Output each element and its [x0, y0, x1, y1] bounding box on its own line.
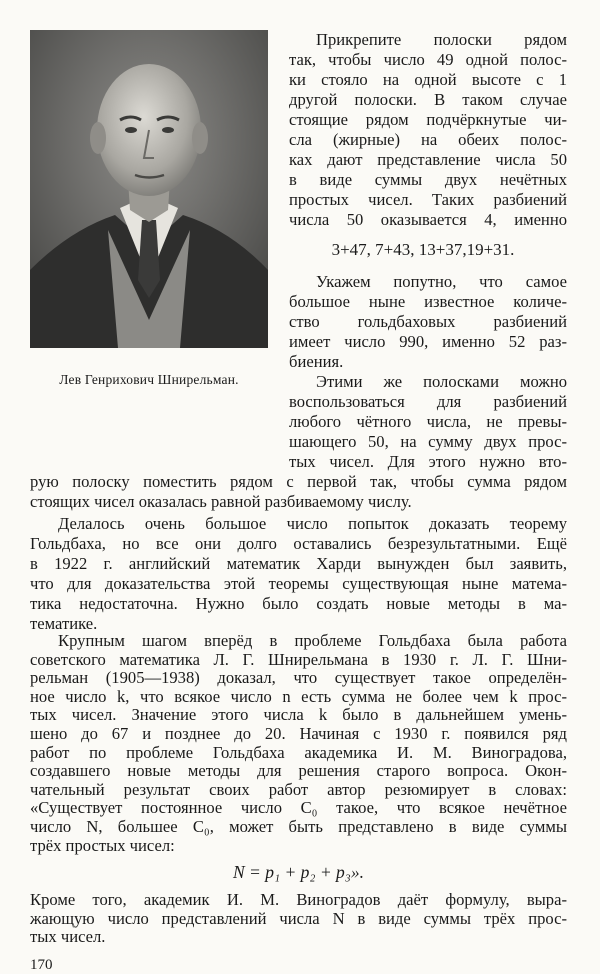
text-line: создавшего новые методы для решения старого вопроса. Окон- — [30, 761, 567, 781]
text-line: стоящих чисел оказалась равной разбиваемому числу. — [30, 492, 412, 511]
text-line: ное число k, что всякое число n есть сумма не более чем k прос- — [30, 686, 567, 706]
portrait-photo — [30, 30, 268, 348]
text-line: тых чисел. — [30, 927, 106, 947]
text-line: числа 50 оказывается 4, именно — [289, 210, 567, 229]
text-line: в 1922 г. английский математик Харди вынужден был заявить, — [30, 554, 567, 573]
text-line: Делалось очень большое число попыток доказать теорему — [58, 514, 567, 533]
text-line: ки стояло на одной высоте с 1 — [289, 70, 567, 89]
text-line: ках дают представление числа 50 — [289, 150, 567, 169]
text-line: что для доказательства этой теоремы существующая ныне матема- — [30, 574, 567, 593]
text-line: Кроме того, академик И. М. Виноградов даёт формулу, выра- — [30, 890, 567, 910]
text-line: тых чисел. Значение этого числа k было в дальнейшем умень- — [30, 705, 567, 725]
text-line: шено до 67 и позднее до 20. Начиная с 1930 г. появился ряд — [30, 724, 567, 743]
text-line: Прикрепите полоски рядом — [316, 30, 567, 49]
text-line: чательный результат своих работ автор резюмирует в словах: — [30, 779, 567, 799]
text-line: шающего 50, на сумму двух прос- — [289, 432, 567, 451]
text-line: тематике. — [30, 614, 98, 633]
text-line: в виде суммы двух нечётных — [289, 170, 567, 189]
text-line: работ по проблеме Гольдбаха академика И. М. Виноградова, — [30, 742, 567, 762]
text-line: жающую число представлений числа N в виде суммы трёх прос- — [30, 908, 567, 928]
text-line: число N, большее C₀, может быть представлено в виде суммы — [30, 817, 567, 836]
text-line: ство гольдбаховых разбиений — [289, 312, 567, 331]
main-formula: N = p₁ + p₂ + p₃». — [233, 862, 364, 883]
text-line: большое ныне известное количе- — [289, 292, 567, 311]
text-line: советского математика Л. Г. Шнирельмана в 1930 г. Л. Г. Шни- — [30, 649, 567, 669]
text-line: «Существует постоянное число C₀ такое, что всякое нечётное — [30, 798, 567, 818]
text-line: Этими же полосками можно — [316, 372, 567, 391]
text-line: воспользоваться для разбиений — [289, 392, 567, 411]
sum-formula: 3+47, 7+43, 13+37,19+31. — [331, 240, 515, 259]
text-line: другой полоски. В таком случае — [289, 90, 567, 109]
text-line: биения. — [289, 352, 344, 371]
text-line: так, чтобы число 49 одной полос- — [289, 50, 567, 69]
figure-caption: Лев Генрихович Шнирельман. — [59, 372, 239, 387]
text-line: любого чётного числа, не превы- — [289, 412, 567, 431]
text-line: тика недостаточна. Нужно было создать новые методы в ма- — [30, 594, 567, 613]
text-line: Укажем попутно, что самое — [316, 272, 567, 291]
page-number: 170 — [30, 957, 53, 973]
text-line: трёх простых чисел: — [30, 835, 175, 855]
text-line: рельман (1905—1938) доказал, что существует такое определён- — [30, 668, 567, 688]
text-line: Гольдбаха, но все они долго оставались безрезультатными. Ещё — [30, 534, 567, 553]
text-line: тых чисел. Для этого нужно вто- — [289, 452, 567, 471]
text-line: имеет число 990, именно 52 раз- — [289, 332, 567, 351]
text-line: сла (жирные) на обеих полос- — [289, 130, 567, 149]
portrait-illustration — [30, 30, 268, 348]
text-line: рую полоску поместить рядом с первой так, чтобы сумма рядом — [30, 472, 567, 491]
text-line: простых чисел. Таких разбиений — [289, 190, 567, 209]
text-line: стоящие рядом подчёркнутые чи- — [289, 110, 567, 129]
text-line: Крупным шагом вперёд в проблеме Гольдбаха была работа — [58, 631, 567, 650]
